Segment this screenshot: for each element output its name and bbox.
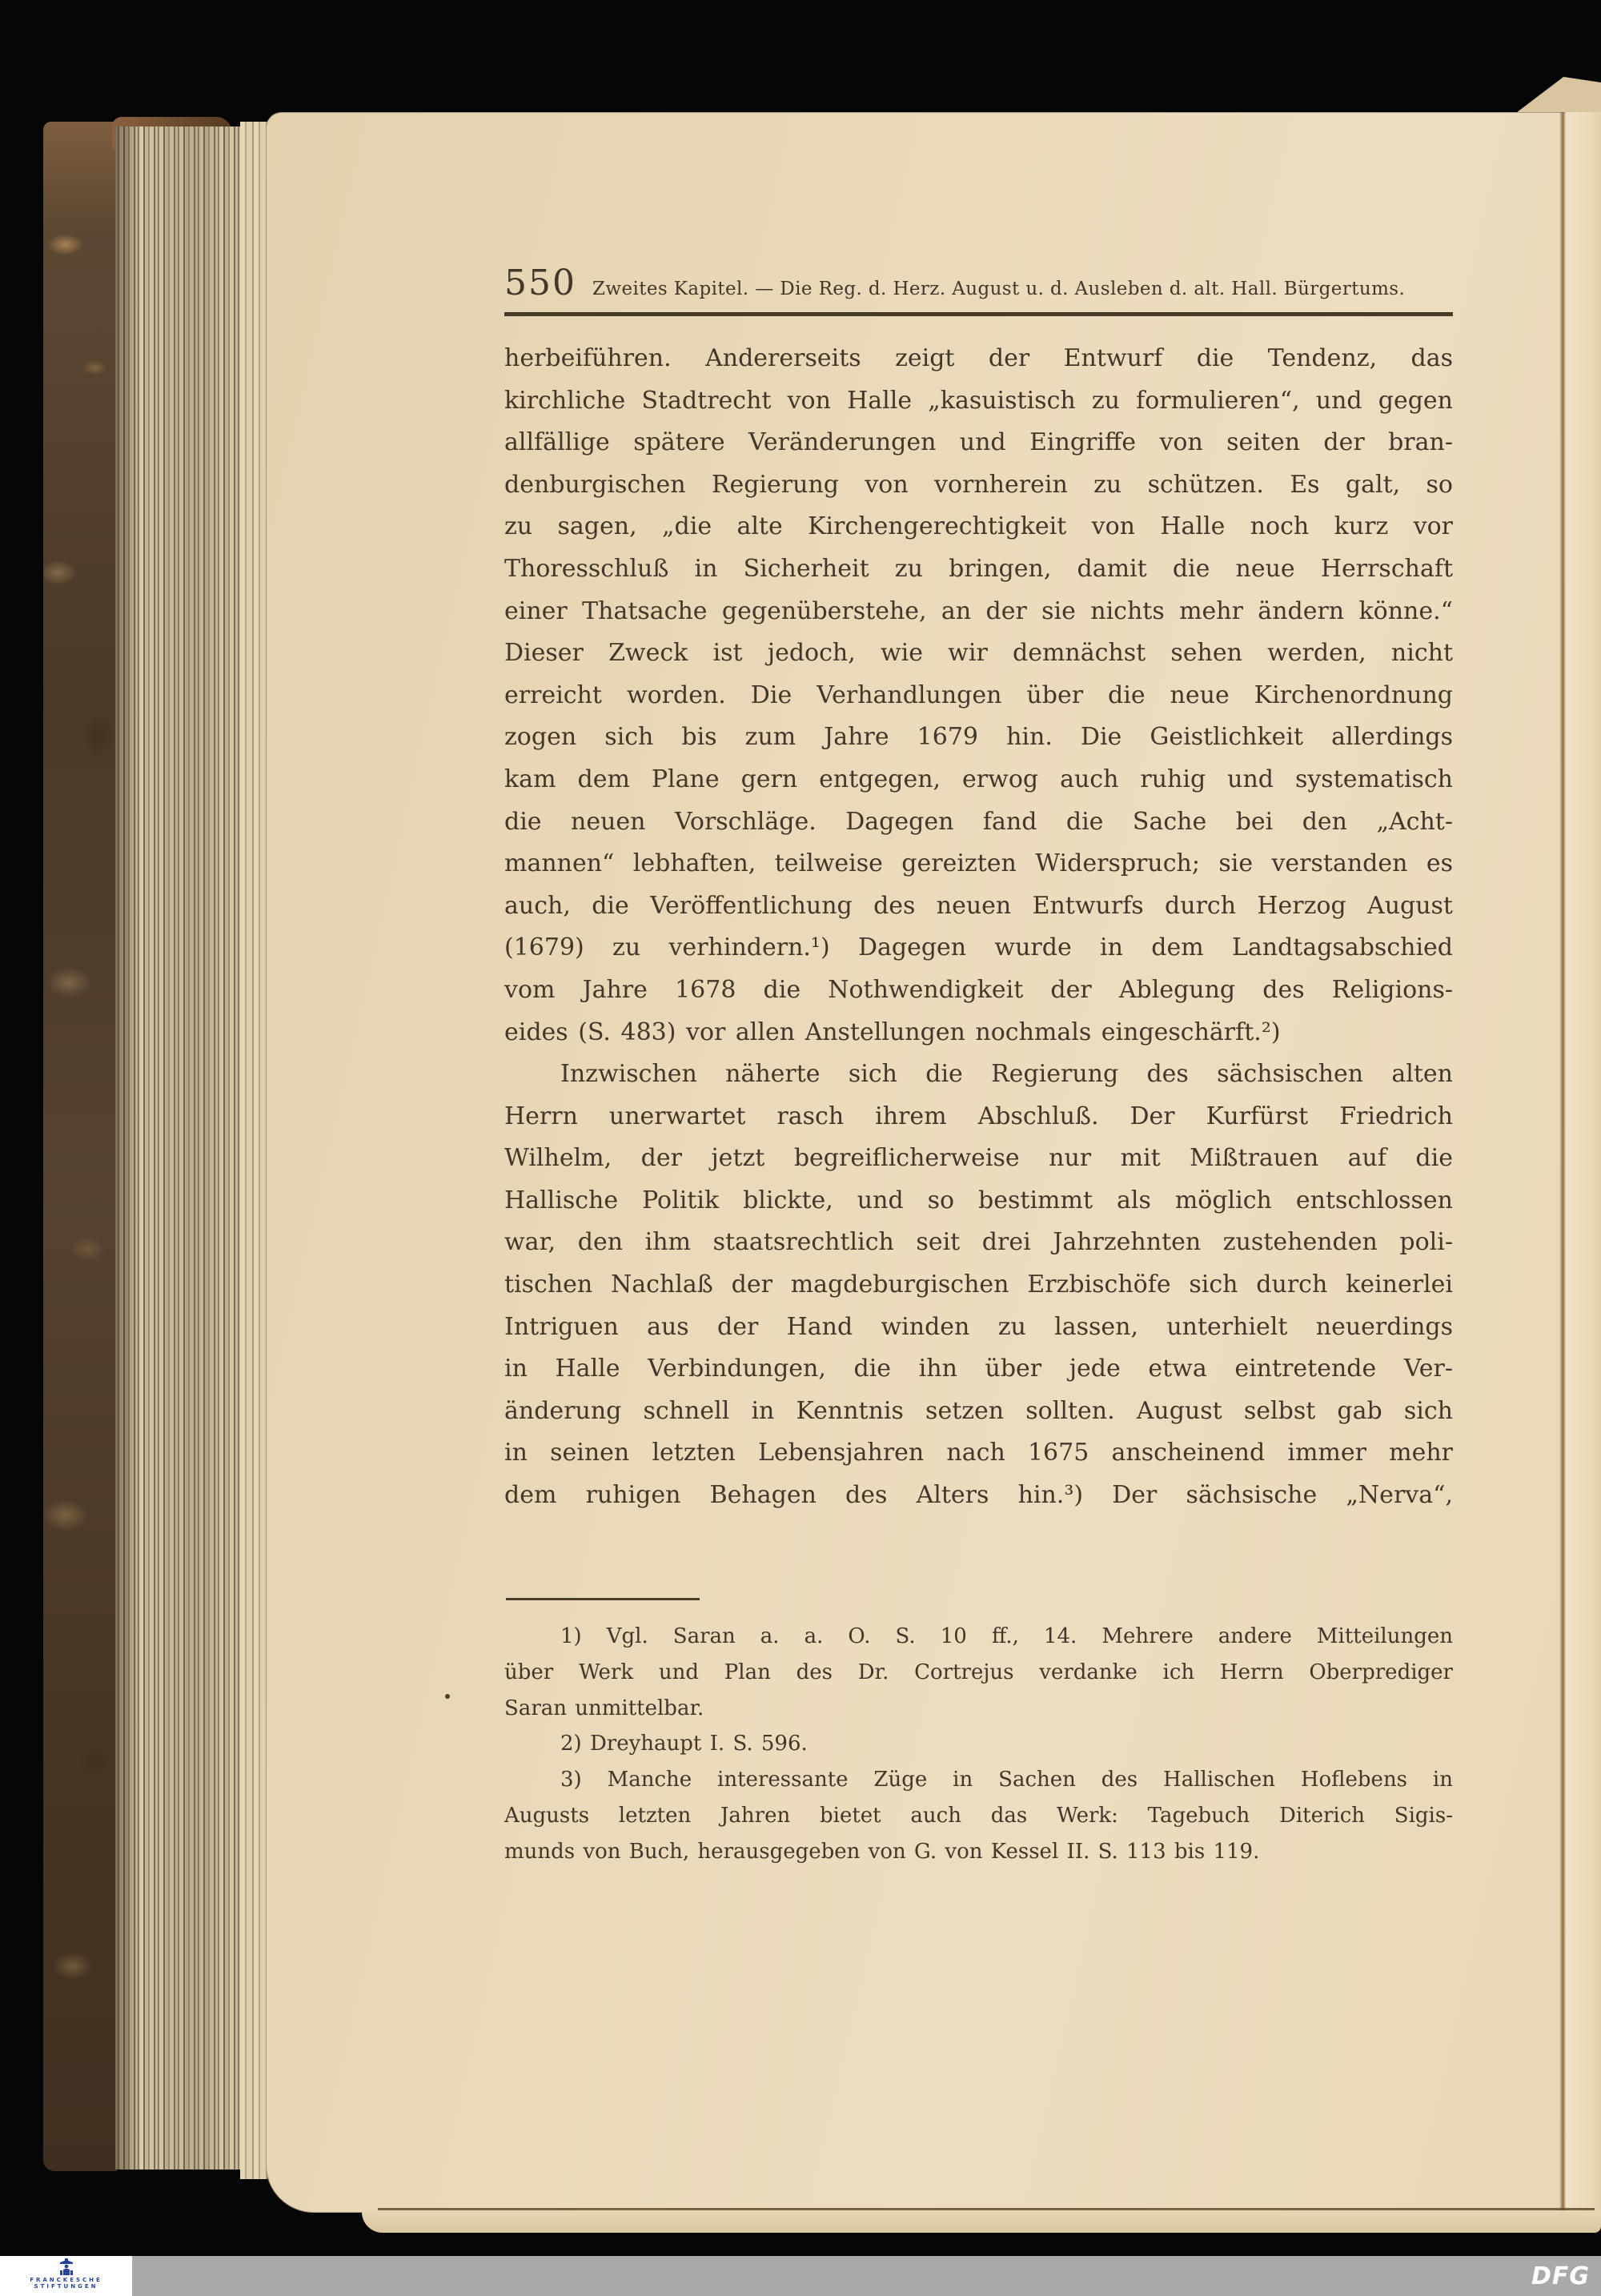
body-line: erreicht worden. Die Verhandlungen über die neue Kirchenordnung (504, 680, 1453, 709)
body-line: (1679) zu verhindern.¹) Dagegen wurde in dem Landtagsabschied (504, 933, 1453, 962)
body-line: Herrn unerwartet rasch ihrem Abschluß. Der Kurfürst Friedrich (504, 1102, 1453, 1130)
running-header (504, 263, 1453, 303)
body-line: Intriguen aus der Hand winden zu lassen, unterhielt neuerdings (504, 1312, 1453, 1341)
library-name (30, 2277, 102, 2290)
body-line: auch, die Veröffentlichung des neuen Entwurfs durch Herzog August (504, 891, 1453, 920)
footnote-line: über Werk und Plan des Dr. Cortrejus verdanke ich Herrn Oberprediger (504, 1660, 1453, 1684)
body-line: vom Jahre 1678 die Nothwendigkeit der Ablegung des Religions- (504, 975, 1453, 1004)
body-line: zogen sich bis zum Jahre 1679 hin. Die Geistlichkeit allerdings (504, 723, 1453, 752)
body-line: in seinen letzten Lebensjahren nach 1675 anscheinend immer mehr (504, 1439, 1453, 1467)
library-name-line2: STIFTUNGEN (34, 2283, 98, 2290)
library-logo (0, 2256, 132, 2296)
body-line: war, den ihm staatsrechtlich seit drei Jahrzehnten zustehenden poli- (504, 1228, 1453, 1257)
body-line: eides (S. 483) vor allen Anstellungen nochmals eingeschärft.²) (504, 1018, 1281, 1046)
body-line: herbeiführen. Andererseits zeigt der Entwurf die Tendenz, das (504, 344, 1453, 372)
footnote-line: Augusts letzten Jahren bietet auch das Werk: Tagebuch Diterich Sigis- (504, 1803, 1453, 1828)
franckesche-stiftungen-icon (56, 2258, 77, 2276)
page-number: 550 (504, 263, 576, 303)
body-line: änderung schnell in Kenntnis setzen sollten. August selbst gab sich (504, 1396, 1453, 1425)
body-line: dem ruhigen Behagen des Alters hin.³) Der sächsische „Nerva“, (504, 1481, 1453, 1510)
body-line: Wilhelm, der jetzt begreiflicherweise nur mit Mißtrauen auf die (504, 1144, 1453, 1173)
footnote-line: 3) Manche interessante Züge in Sachen des Hallischen Hoflebens in (560, 1768, 1453, 1792)
body-line: kirchliche Stadtrecht von Halle „kasuistisch zu formulieren“, und gegen (504, 386, 1453, 415)
footnote-line: Saran unmittelbar. (504, 1696, 704, 1720)
stray-ink-dot (445, 1694, 450, 1699)
book-spine-marbled-cover (43, 122, 117, 2171)
library-name-line1: FRANCKESCHE (30, 2277, 102, 2283)
book-page (266, 112, 1601, 2213)
header-rule (504, 312, 1453, 316)
body-line: die neuen Vorschläge. Dagegen fand die Sache bei den „Acht- (504, 807, 1453, 836)
body-line: denburgischen Regierung von vornherein zu schützen. Es galt, so (504, 470, 1453, 499)
body-line: Inzwischen näherte sich die Regierung des sächsischen alten (560, 1060, 1453, 1089)
body-line: tischen Nachlaß der magdeburgischen Erzbischöfe sich durch keinerlei (504, 1270, 1453, 1299)
footnotes (504, 1619, 1453, 1870)
footnote-separator-rule (506, 1598, 700, 1600)
running-title: Zweites Kapitel. — Die Reg. d. Herz. August u. d. Ausleben d. alt. Hall. Bürgertums. (592, 279, 1406, 299)
body-line: kam dem Plane gern entgegen, erwog auch ruhig und systematisch (504, 765, 1453, 793)
next-page-edge (1566, 112, 1601, 2213)
body-line: Thoresschluß in Sicherheit zu bringen, damit die neue Herrschaft (504, 554, 1453, 583)
body-line: Dieser Zweck ist jedoch, wie wir demnächst sehen werden, nicht (504, 639, 1453, 668)
page-crease-line (1559, 112, 1566, 2213)
body-line: Hallische Politik blickte, und so bestimmt als möglich entschlossen (504, 1186, 1453, 1214)
book-page-edges-inner (240, 122, 267, 2179)
body-line: allfällige spätere Veränderungen und Eingriffe von seiten der bran- (504, 428, 1453, 457)
footnote-line: munds von Buch, herausgegeben von G. von Kessel II. S. 113 bis 119. (504, 1839, 1260, 1864)
under-page-edge (362, 2210, 1601, 2233)
digitisation-footer-strip (0, 2256, 1601, 2296)
body-line: einer Thatsache gegenüberstehe, an der sie nichts mehr ändern könne.“ (504, 596, 1453, 625)
footnote-line: 2) Dreyhaupt I. S. 596. (560, 1732, 808, 1756)
dfg-logo: DFG (1531, 2262, 1590, 2290)
body-line: zu sagen, „die alte Kirchengerechtigkeit von Halle noch kurz vor (504, 512, 1453, 541)
footnote-line: 1) Vgl. Saran a. a. O. S. 10 ff., 14. Mehrere andere Mitteilungen (560, 1624, 1453, 1648)
body-line: mannen“ lebhaften, teilweise gereizten Widerspruch; sie verstanden es (504, 849, 1453, 878)
body-text (504, 338, 1453, 1517)
body-line: in Halle Verbindungen, die ihn über jede etwa eintretende Ver- (504, 1355, 1453, 1383)
